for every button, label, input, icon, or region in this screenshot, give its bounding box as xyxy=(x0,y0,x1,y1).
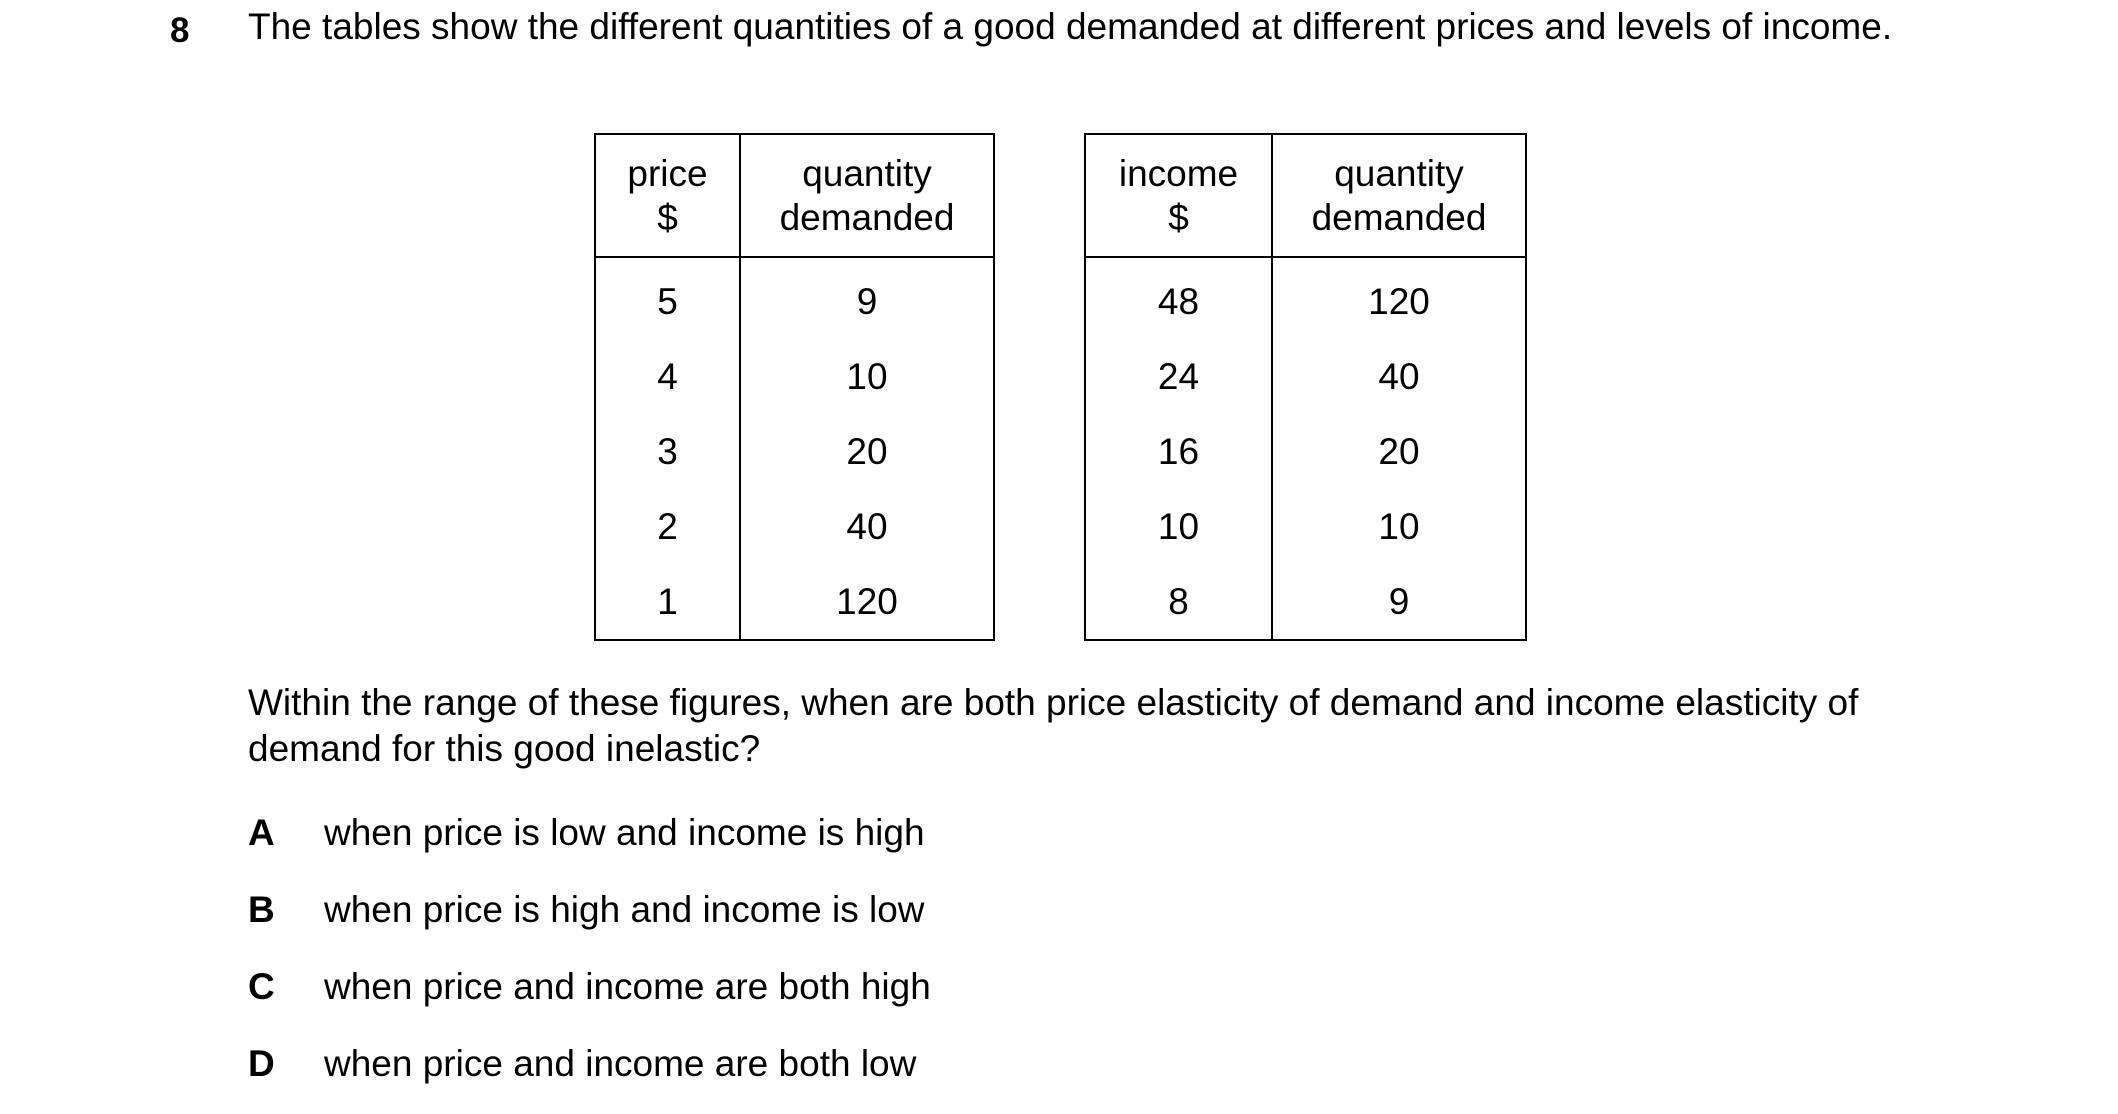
price-cell: 5 xyxy=(595,257,740,339)
price-quantity-table xyxy=(594,133,995,641)
option-text: when price is low and income is high xyxy=(324,812,925,853)
table-row xyxy=(595,564,994,640)
table-row xyxy=(1085,564,1526,640)
option-text: when price and income are both high xyxy=(324,966,931,1007)
option-letter: A xyxy=(248,812,275,853)
quantity-cell: 20 xyxy=(740,414,994,489)
price-cell: 4 xyxy=(595,339,740,414)
quantity-cell: 120 xyxy=(740,564,994,640)
question-number: 8 xyxy=(170,11,190,50)
table-row xyxy=(595,257,994,339)
option-letter: B xyxy=(248,889,275,930)
quantity-header: quantity demanded xyxy=(740,134,994,257)
table-row xyxy=(595,339,994,414)
table-row xyxy=(595,414,994,489)
table-row xyxy=(1085,339,1526,414)
question-text: Within the range of these figures, when are both price elasticity of demand and income elasticity of demand for this good inelastic? xyxy=(248,682,1859,769)
income-cell: 8 xyxy=(1085,564,1272,640)
quantity-cell: 10 xyxy=(1272,489,1526,564)
income-cell: 24 xyxy=(1085,339,1272,414)
income-cell: 10 xyxy=(1085,489,1272,564)
income-cell: 16 xyxy=(1085,414,1272,489)
quantity-header: quantity demanded xyxy=(1272,134,1526,257)
quantity-cell: 9 xyxy=(740,257,994,339)
quantity-cell: 9 xyxy=(1272,564,1526,640)
price-header: price $ xyxy=(595,134,740,257)
quantity-cell: 20 xyxy=(1272,414,1526,489)
option-text: when price is high and income is low xyxy=(324,889,925,930)
price-cell: 1 xyxy=(595,564,740,640)
question-stem: The tables show the different quantities of a good demanded at different prices and levels of income. xyxy=(248,6,1893,47)
quantity-cell: 10 xyxy=(740,339,994,414)
table-row xyxy=(1085,257,1526,339)
income-cell: 48 xyxy=(1085,257,1272,339)
income-header: income $ xyxy=(1085,134,1272,257)
table-row xyxy=(1085,414,1526,489)
table-row xyxy=(595,489,994,564)
option-letter: D xyxy=(248,1043,275,1084)
quantity-cell: 120 xyxy=(1272,257,1526,339)
price-cell: 3 xyxy=(595,414,740,489)
table-row xyxy=(1085,489,1526,564)
option-letter: C xyxy=(248,966,275,1007)
income-quantity-table xyxy=(1084,133,1527,641)
price-cell: 2 xyxy=(595,489,740,564)
option-text: when price and income are both low xyxy=(324,1043,917,1084)
quantity-cell: 40 xyxy=(740,489,994,564)
quantity-cell: 40 xyxy=(1272,339,1526,414)
